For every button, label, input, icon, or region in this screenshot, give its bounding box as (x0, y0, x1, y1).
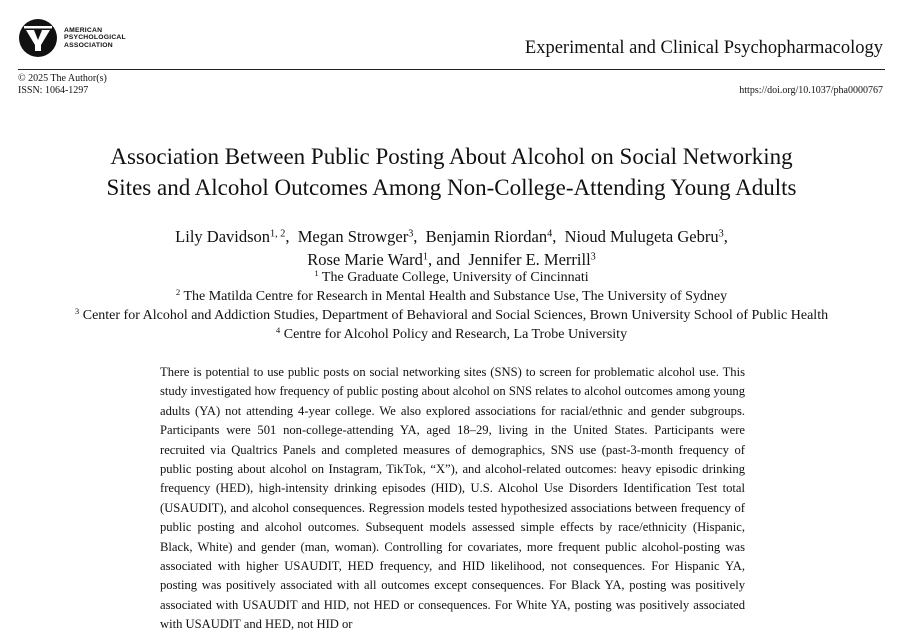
paper-title: Association Between Public Posting About Alcohol on Social Networking Sites and Alcohol Outcomes Among Non-College-Attending Young Adults (106, 144, 797, 200)
author-name: Benjamin Riordan (425, 227, 548, 246)
affiliation-item: $^3$ Center for Alcohol and Addiction Studies, Department of Behavioral and Social Sciences, Brown University School of Public Health (74, 306, 829, 323)
author-affiliation: 3 (590, 251, 596, 263)
author-name: Rose Marie Ward (307, 250, 423, 269)
issn: ISSN: 1064-1297 (18, 85, 89, 96)
doi-link[interactable]: https://doi.org/10.1037/pha0000767 (739, 85, 883, 96)
author-affiliation: 3 (718, 228, 724, 240)
copyright-notice: © 2025 The Author(s) (18, 73, 107, 84)
affiliation-item: $^2$ The Matilda Centre for Research in Mental Health and Substance Use, The University of Sydney (175, 287, 728, 304)
affiliation-list (0, 268, 903, 344)
author-affiliation: 1 (422, 251, 428, 263)
author-name: Megan Strowger (297, 227, 409, 246)
author-line-1: Lily Davidson$^{1, 2}$, Megan Strowger$^3$, Benjamin Riordan$^4$, Nioud Mulugeta Gebru$^3$, (175, 227, 728, 246)
author-name: Jennifer E. Merrill (468, 250, 591, 269)
apa-logo-icon (18, 18, 58, 58)
author-list (0, 225, 903, 271)
journal-name: Experimental and Clinical Psychopharmacology (524, 38, 883, 58)
author-affiliation: 4 (547, 228, 553, 240)
abstract: There is potential to use public posts on social networking sites (SNS) to screen for problematic alcohol use. This study investigated how frequency of public posting about alcohol on SNS relates to alcohol outcomes among young adults (YA) not attending 4-year college. We also explored associations for racial/ethnic and gender subgroups. Participants were 501 non-college-attending YA, aged 18–29, living in the United States. Participants were recruited via Qualtrics Panels and completed measures of demographics, SNS use (past-3-month frequency of public posting about alcohol on Instagram, TikTok, “X”), and alcohol-related outcomes: heavy episodic drinking frequency (HED), high-intensity drinking episodes (HID), U.S. Alcohol Use Disorders Identification Test total (USAUDIT), and alcohol consequences. Regression models tested hypothesized associations between frequency of public posting and alcohol outcomes. Subsequent models assessed simple effects by race/ethnicity (Hispanic, Black, White) and gender (man, woman). Controlling for covariates, more frequent public alcohol-posting was associated with higher USAUDIT, HED frequency, and HID likelihood, not consequences. For Hispanic YA, posting was positively associated with all outcomes except consequences. For Black YA, posting was positively associated with USAUDIT and HID, not HED or consequences. For White YA, posting was positively associated with USAUDIT and HED, not HID or (160, 365, 745, 632)
apa-logo (18, 18, 126, 58)
copyright-block (18, 73, 107, 97)
author-name: Lily Davidson (175, 227, 271, 246)
author-line-2: Rose Marie Ward$^1$, and Jennifer E. Merrill$^3$ (307, 250, 596, 269)
author-affiliation: 3 (408, 228, 414, 240)
apa-logo-text: AMERICAN PSYCHOLOGICAL ASSOCIATION (64, 26, 126, 49)
header-divider (18, 69, 885, 70)
affiliation-item: $^4$ Centre for Alcohol Policy and Research, La Trobe University (275, 325, 628, 342)
author-affiliation: 1, 2 (270, 228, 286, 240)
author-name: Nioud Mulugeta Gebru (564, 227, 719, 246)
affiliation-item: $^1$ The Graduate College, University of Cincinnati (314, 268, 589, 285)
